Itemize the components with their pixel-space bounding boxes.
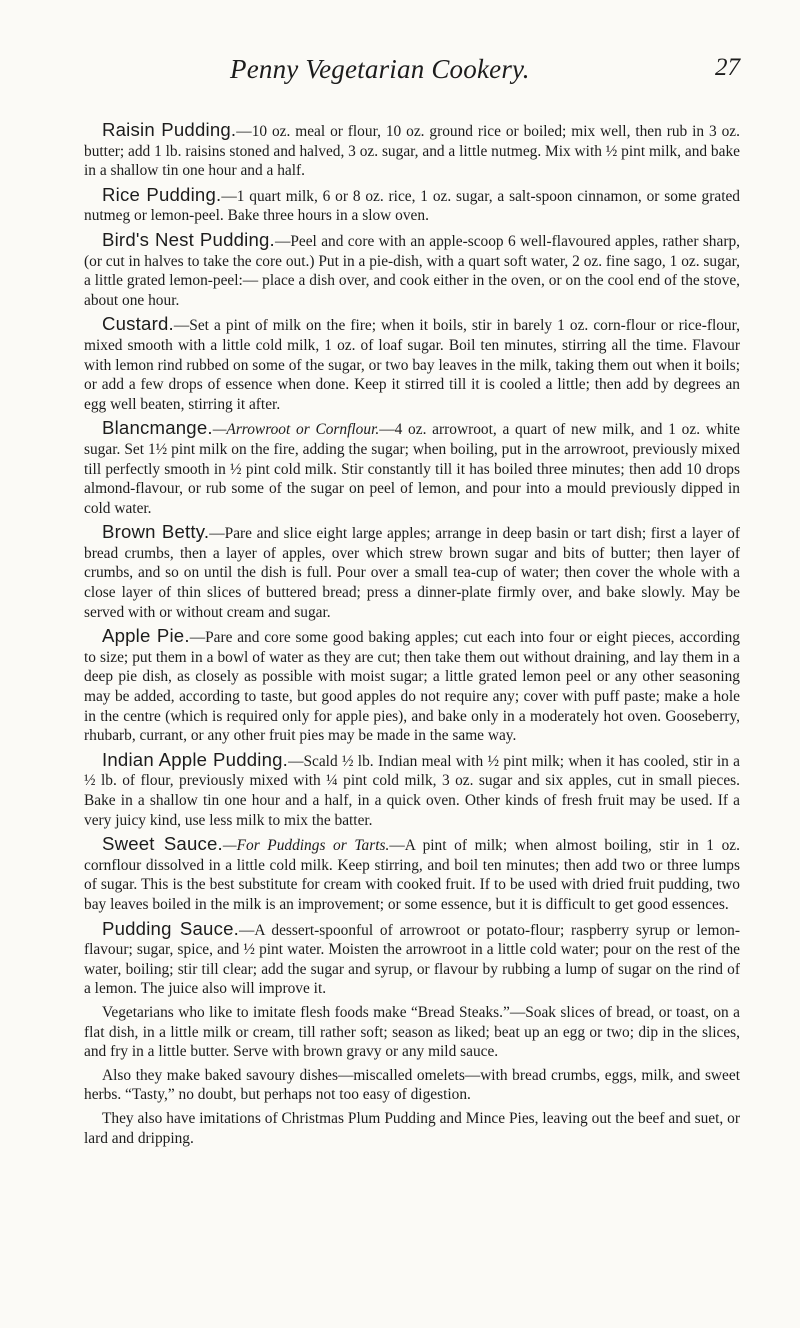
recipe-heading: Rice Pudding. [102,183,222,205]
recipe-brown-betty [84,522,740,622]
recipe-heading: Apple Pie. [102,625,190,647]
recipe-pudding-sauce [84,919,740,999]
recipe-text: —A dessert-spoonful of arrowroot or potato-flour; raspberry syrup or lemon-flavour; sugar, spice, and ½ pint water. Moisten the arrowroot in a little cold water; pour on the rest of the water, boiling; stir till clear; add the sugar and syrup, or flavour by rubbing a lump of sugar on the rind of a lemon. The juice also will improve it. [84,921,740,998]
recipe-heading: Pudding Sauce. [102,917,239,939]
page-header [84,54,740,94]
recipe-text: —4 oz. arrowroot, a quart of new milk, and 1 oz. white sugar. Set 1½ pint milk on the fire, adding the sugar; when boiling, put in the arrowroot, previously mixed till perfectly smooth in ½ pint cold milk. Stir constantly till it has boiled three minutes; then add 10 drops almond-flavour, or rub some of the sugar on peel of lemon, and pour into a mould previously dipped in cold water. [84,421,741,517]
recipe-rice-pudding [84,185,740,226]
recipe-heading: Blancmange. [102,417,213,439]
recipe-raisin-pudding [84,120,740,181]
paragraph-text: Vegetarians who like to imitate flesh foods make “Bread Steaks.”—Soak slices of bread, or toast, on a flat dish, in a little milk or cream, till rather soft; season as liked; beat up an egg or two; dip in the slices, and fry in a little butter. Serve with brown gravy or any mild sauce. [84,1003,740,1061]
recipe-subheading: —Arrowroot or Cornflour. [212,421,380,439]
recipe-heading: Custard. [102,313,174,335]
paragraph-imitations [84,1109,740,1148]
recipe-sweet-sauce [84,834,740,914]
recipe-birds-nest-pudding [84,230,740,310]
recipe-indian-apple-pudding [84,750,740,830]
paragraph-bread-steaks [84,1003,740,1062]
running-title: Penny Vegetarian Cookery. [230,54,530,84]
recipe-heading: Indian Apple Pudding. [102,748,289,770]
recipe-heading: Bird's Nest Pudding. [102,228,275,250]
paragraph-omelets [84,1066,740,1105]
page-number: 27 [715,54,740,81]
recipe-text: —Set a pint of milk on the fire; when it boils, stir in barely 1 oz. corn-flour or rice-flour, mixed smooth with a little cold milk, 1 oz. of loaf sugar. Boil ten minutes, stirring all the time. Flavour with lemon rind rubbed on some of the sugar, or two bay leaves in the milk, taking them out when it boils; or add a few drops of essence when done. Keep it stirred till it is cooled a little; then add by degrees an egg well beaten, stirring it after. [84,317,740,413]
recipe-apple-pie [84,626,740,746]
recipe-text: —Pare and core some good baking apples; cut each into four or eight pieces, according to size; put them in a bowl of water as they are cut; then take them out without draining, and lay them in a deep pie dish, as closely as possible with moist sugar; a little grated lemon peel or any other seasoning may be added, according to taste, but good apples do not require any; cover with puff paste; make a hole in the centre (which is required only for apple pies), and bake only in a moderately hot oven. Gooseberry, rhubarb, currant, or any other fruit pies may be made in the same way. [84,629,740,745]
recipe-text: —Peel and core with an apple-scoop 6 well-flavoured apples, rather sharp, (or cut in halves to take the core out.) Put in a pie-dish, with a quart soft water, 2 oz. fine sago, 1 oz. sugar, a little grated lemon-peel:— place a dish over, and cook either in the oven, or on the cool end of the stove, about one hour. [84,232,740,309]
recipe-text: —A pint of milk; when almost boiling, stir in 1 oz. cornflour dissolved in a little cold milk. Keep stirring, and boil ten minutes; then add two or three lumps of sugar. This is the best substitute for cream with cooked fruit. If to be used with dried fruit pudding, two bay leaves boiled in the milk is an improvement; or some essence, but it is difficult to get good essences. [84,837,740,913]
paragraph-text: They also have imitations of Christmas Plum Pudding and Mince Pies, leaving out the beef and suet, or lard and dripping. [84,1109,740,1147]
recipe-custard [84,314,740,414]
recipe-heading: Sweet Sauce. [102,833,223,855]
recipe-text: —Pare and slice eight large apples; arrange in deep basin or tart dish; first a layer of bread crumbs, then a layer of apples, over which strew brown sugar and bits of butter; then layer of crumbs, and so on until the dish is full. Pour over a small tea-cup of water; then cover the whole with a close layer of thin slices of buttered bread; press a dinner-plate firmly over, and bake slowly. May be served with or without cream and sugar. [84,525,740,621]
recipe-heading: Raisin Pudding. [102,119,237,140]
recipe-text: —Scald ½ lb. Indian meal with ½ pint milk; when it has cooled, stir in a ½ lb. of flour, previously mixed with ¼ pint cold milk, 3 oz. sugar and six apples, cut in small pieces. Bake in a shallow tin one hour and a half, in a quick oven. Other kinds of fresh fruit may be used. If a very juicy kind, use less milk to mix the batter. [84,752,740,829]
recipe-heading: Brown Betty. [102,521,210,543]
recipe-blancmange [84,418,740,518]
paragraph-text: Also they make baked savoury dishes—miscalled omelets—with bread crumbs, eggs, milk, and sweet herbs. “Tasty,” no doubt, but perhaps not too easy of digestion. [84,1066,740,1104]
recipe-text: —1 quart milk, 6 or 8 oz. rice, 1 oz. sugar, a salt-spoon cinnamon, or some grated nutmeg or lemon-peel. Bake three hours in a slow oven. [84,187,740,225]
recipe-subheading: —For Puddings or Tarts. [222,837,390,855]
recipe-text: —10 oz. meal or flour, 10 oz. ground rice or boiled; mix well, then rub in 3 oz. butter; add 1 lb. raisins stoned and halved, 3 oz. sugar, and a little nutmeg. Mix with ½ pint milk, and bake in a shallow tin one hour and a half. [84,123,740,180]
